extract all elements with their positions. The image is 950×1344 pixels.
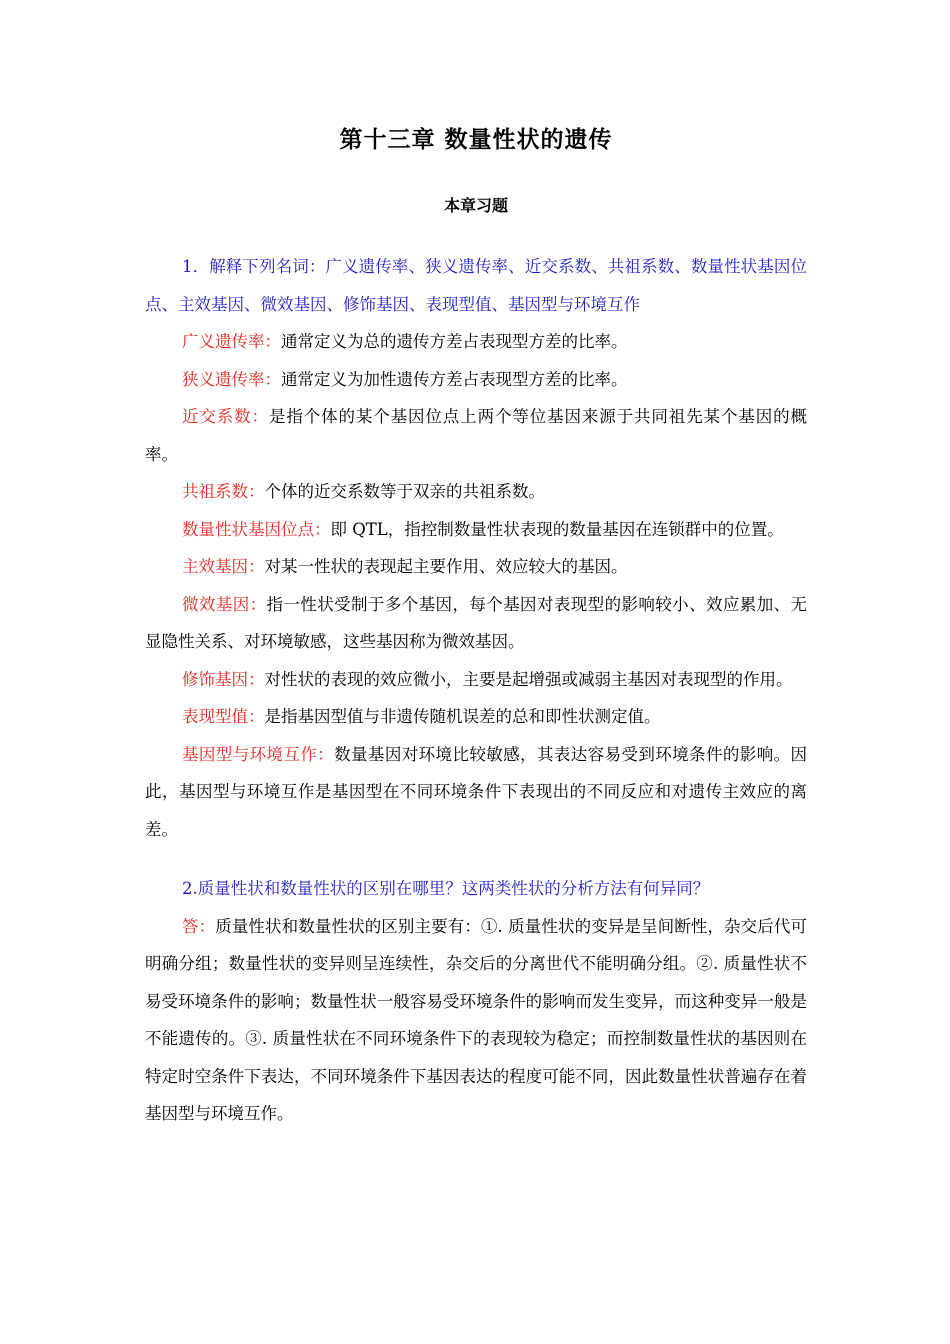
question-1: 1．解释下列名词：广义遗传率、狭义遗传率、近交系数、共祖系数、数量性状基因位点、主效基因、微效基因、修饰基因、表现型值、基因型与环境互作 (145, 257, 807, 314)
term-definition: 指一性状受制于多个基因，每个基因对表现型的影响较小、效应累加、无显隐性关系、对环境敏感，这些基因称为微效基因。 (145, 594, 808, 651)
term-definition: 即 QTL，指控制数量性状表现的数量基因在连锁群中的位置。 (330, 519, 784, 539)
term-label: 近交系数： (182, 407, 269, 426)
term-label: 主效基因： (182, 557, 265, 576)
chapter-title: 第十三章 数量性状的遗传 (339, 127, 613, 153)
term-label: 共祖系数： (182, 482, 265, 501)
term-definition: 数量基因对环境比较敏感，其表达容易受到环境条件的影响。因此，基因型与环境互作是基因型在不同环境条件下表现出的不同反应和对遗传主效应的离差。 (145, 744, 808, 839)
term-label: 修饰基因： (182, 669, 265, 689)
term-definition: 通常定义为加性遗传方差占表现型方差的比率。 (281, 369, 628, 389)
term-label: 广义遗传率： (182, 332, 281, 351)
definition-modifier-gene (145, 661, 807, 699)
term-label: 数量性状基因位点： (182, 519, 331, 539)
definition-major-gene (145, 548, 807, 586)
definition-phenotypic-value (145, 698, 807, 736)
document-body (145, 248, 807, 1133)
term-definition: 对某一性状的表现起主要作用、效应较大的基因。 (264, 557, 628, 576)
definition-narrow-heritability (145, 361, 807, 399)
definition-qtl (145, 511, 807, 549)
definition-coancestry-coefficient (145, 473, 807, 511)
question-2: 2.质量性状和数量性状的区别在哪里？这两类性状的分析方法有何异同？ (182, 879, 710, 898)
term-definition: 是指基因型值与非遗传随机误差的总和即性状测定值。 (264, 707, 661, 726)
definition-inbreeding-coefficient (145, 398, 807, 473)
answer-text: 质量性状和数量性状的区别主要有：①. 质量性状的变异是呈间断性，杂交后代可明确分组；数量性状的变异则呈连续性，杂交后的分离世代不能明确分组。②. 质量性状不易受环境条件的影响；数量性状一般容易受环境条件的影响而发生变异，而这种变异一般是不能遗传的。③. 质量性状在不同环境条件下的表现较为稳定；而控制数量性状的基因则在特定时空条件下表达，不同环境条件下基因表达的程度可能不同，因此数量性状普遍存在着基因型与环境互作。 (145, 916, 807, 1123)
term-definition: 个体的近交系数等于双亲的共祖系数。 (264, 482, 545, 501)
answer-2 (145, 908, 807, 1133)
paragraph-gap (145, 848, 807, 870)
answer-label: 答： (182, 916, 216, 936)
term-definition: 对性状的表现的效应微小，主要是起增强或减弱主基因对表现型的作用。 (264, 669, 793, 689)
term-definition: 通常定义为总的遗传方差占表现型方差的比率。 (281, 332, 628, 351)
term-label: 基因型与环境互作： (182, 744, 335, 764)
definition-minor-gene (145, 586, 807, 661)
term-label: 狭义遗传率： (182, 369, 281, 389)
term-label: 微效基因： (182, 594, 267, 614)
definition-broad-heritability (145, 323, 807, 361)
definition-gxe-interaction (145, 736, 807, 849)
term-definition: 是指个体的某个基因位点上两个等位基因来源于共同祖先某个基因的概率。 (145, 407, 808, 464)
section-subtitle: 本章习题 (443, 196, 508, 215)
term-label: 表现型值： (182, 707, 265, 726)
